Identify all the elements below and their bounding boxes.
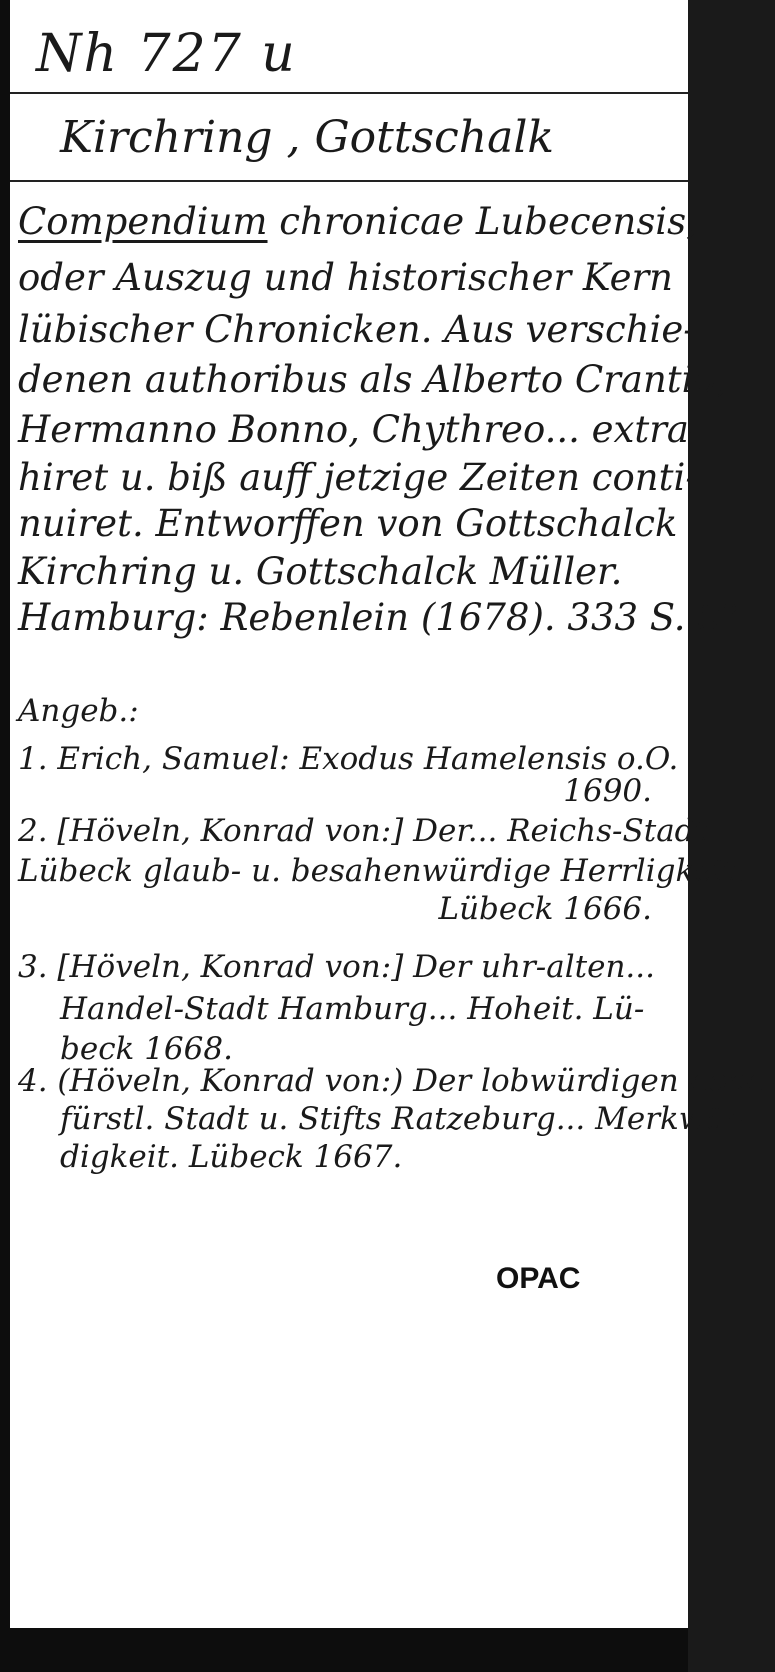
title-line: lübischer Chronicken. Aus verschie- (18, 308, 696, 351)
note-line: fürstl. Stadt u. Stifts Ratzeburg... Merkwür- (60, 1101, 751, 1137)
note-line: beck 1668. (60, 1031, 233, 1067)
opac-stamp: OPAC (496, 1262, 581, 1295)
note-line: Handel-Stadt Hamburg... Hoheit. Lü- (60, 991, 645, 1027)
title-line (18, 198, 698, 246)
notes-heading: Angeb.: (18, 693, 139, 729)
imprint-line: Hamburg: Rebenlein (1678). 333 S. 8° (18, 596, 740, 639)
title-line: denen authoribus als Alberto Crantio, (18, 358, 728, 401)
call-number: Nh 727 u (36, 24, 297, 84)
title-line: Hermanno Bonno, Chythreo... extra- (18, 408, 702, 451)
title-line: Kirchring u. Gottschalck Müller. (18, 550, 623, 593)
catalog-card (10, 0, 775, 1630)
title-keyword: Compendium (18, 200, 268, 243)
header-rule-top (10, 92, 688, 94)
note-line: 4. (Höveln, Konrad von:) Der lobwürdigen hoch- (18, 1063, 775, 1099)
note-line: 1. Erich, Samuel: Exodus Hamelensis o.O. (18, 741, 679, 777)
note-line: Lübeck 1666. (438, 891, 652, 927)
author-heading: Kirchring , Gottschalk (60, 112, 555, 163)
scan-bottom-border (0, 1628, 688, 1672)
title-line: oder Auszug und historischer Kern (18, 256, 673, 299)
scan-left-border (0, 0, 10, 1672)
header-rule-bottom (10, 180, 688, 182)
note-line: 3. [Höveln, Konrad von:] Der uhr-alten... (18, 949, 655, 985)
title-line-rest: chronicae Lubecensis, (267, 200, 698, 243)
title-line: nuiret. Entworffen von Gottschalck (18, 502, 678, 545)
title-line: hiret u. biß auff jetzige Zeiten conti- (18, 456, 698, 499)
note-line: 2. [Höveln, Konrad von:] Der... Reichs-Stadt (18, 813, 707, 849)
note-line: Lübeck glaub- u. besahenwürdige Herrligkeit. (18, 853, 745, 889)
note-line: 1690. (563, 773, 652, 809)
note-line: digkeit. Lübeck 1667. (60, 1139, 403, 1175)
